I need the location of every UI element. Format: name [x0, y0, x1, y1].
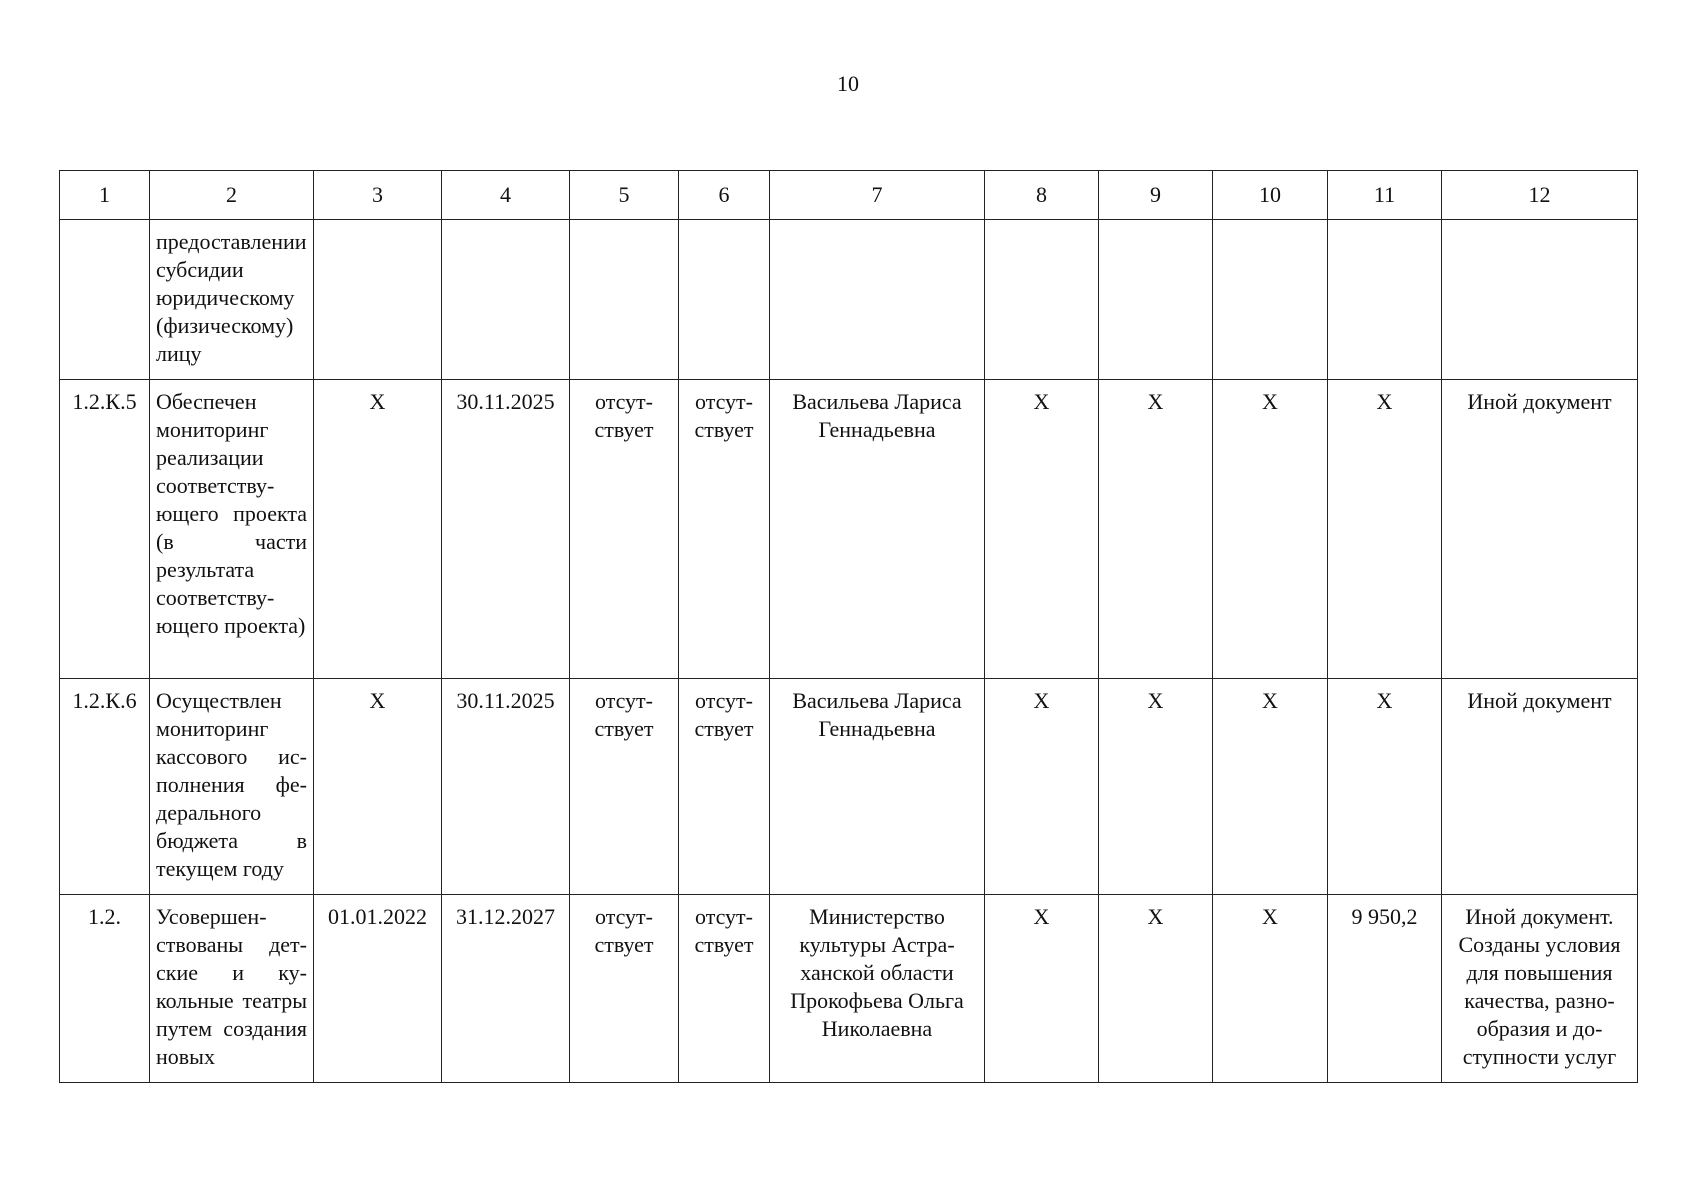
header-cell-2: 2 — [150, 171, 314, 220]
cell-number: 1.2.К.5 — [60, 380, 150, 679]
cell-col8: Х — [985, 895, 1099, 1083]
table-row — [60, 220, 1638, 380]
header-cell-12: 12 — [1442, 171, 1638, 220]
cell-col10: Х — [1213, 679, 1328, 895]
cell-col8: Х — [985, 679, 1099, 895]
cell-responsible: Васильева Лариса Геннадьевна — [770, 679, 985, 895]
cell-col8 — [985, 220, 1099, 380]
cell-col10: Х — [1213, 895, 1328, 1083]
cell-col6: отсутствует — [679, 895, 770, 1083]
cell-start-date: Х — [314, 380, 442, 679]
cell-description: Осуществлен мониторинг кассового исполнения федерального бюджета в текущем году — [150, 679, 314, 895]
cell-col6 — [679, 220, 770, 380]
header-cell-9: 9 — [1099, 171, 1213, 220]
cell-number: 1.2. — [60, 895, 150, 1083]
cell-end-date — [442, 220, 570, 380]
table-row — [60, 895, 1638, 1083]
cell-responsible: Васильева Лариса Геннадьевна — [770, 380, 985, 679]
cell-col5 — [570, 220, 679, 380]
cell-responsible: Министерство культуры Астраханской области Прокофьева Ольга Николаевна — [770, 895, 985, 1083]
cell-description: Обеспечен мониторинг реализации соответствующего проекта (в части результата соответствующего проекта) — [150, 380, 314, 679]
table-header-row — [60, 171, 1638, 220]
cell-document: Иной документ — [1442, 380, 1638, 679]
cell-col8: Х — [985, 380, 1099, 679]
cell-col11: Х — [1328, 679, 1442, 895]
cell-end-date: 30.11.2025 — [442, 679, 570, 895]
cell-col10 — [1213, 220, 1328, 380]
cell-col11: 9 950,2 — [1328, 895, 1442, 1083]
cell-start-date — [314, 220, 442, 380]
cell-col6: отсутствует — [679, 679, 770, 895]
cell-col9 — [1099, 220, 1213, 380]
header-cell-8: 8 — [985, 171, 1099, 220]
header-cell-10: 10 — [1213, 171, 1328, 220]
cell-end-date: 31.12.2027 — [442, 895, 570, 1083]
cell-col5: отсутствует — [570, 380, 679, 679]
cell-col5: отсутствует — [570, 895, 679, 1083]
cell-col9: Х — [1099, 380, 1213, 679]
header-cell-11: 11 — [1328, 171, 1442, 220]
cell-document: Иной документ. Созданы условия для повышения качества, разнообразия и доступности услуг — [1442, 895, 1638, 1083]
cell-end-date: 30.11.2025 — [442, 380, 570, 679]
cell-col5: отсутствует — [570, 679, 679, 895]
cell-responsible — [770, 220, 985, 380]
header-cell-5: 5 — [570, 171, 679, 220]
cell-start-date: Х — [314, 679, 442, 895]
header-cell-1: 1 — [60, 171, 150, 220]
plan-table — [59, 170, 1638, 1083]
cell-start-date: 01.01.2022 — [314, 895, 442, 1083]
cell-col9: Х — [1099, 895, 1213, 1083]
cell-document: Иной документ — [1442, 679, 1638, 895]
cell-col11 — [1328, 220, 1442, 380]
cell-number — [60, 220, 150, 380]
cell-document — [1442, 220, 1638, 380]
cell-number: 1.2.К.6 — [60, 679, 150, 895]
header-cell-4: 4 — [442, 171, 570, 220]
header-cell-3: 3 — [314, 171, 442, 220]
cell-description: предоставлении субсидии юридическому (физическому) лицу — [150, 220, 314, 380]
cell-col10: Х — [1213, 380, 1328, 679]
header-cell-7: 7 — [770, 171, 985, 220]
header-cell-6: 6 — [679, 171, 770, 220]
table-row — [60, 679, 1638, 895]
cell-col11: Х — [1328, 380, 1442, 679]
table-row — [60, 380, 1638, 679]
page-number: 10 — [837, 71, 859, 96]
cell-description: Усовершенствованы детские и кукольные театры путем создания новых — [150, 895, 314, 1083]
cell-col6: отсутствует — [679, 380, 770, 679]
cell-col9: Х — [1099, 679, 1213, 895]
